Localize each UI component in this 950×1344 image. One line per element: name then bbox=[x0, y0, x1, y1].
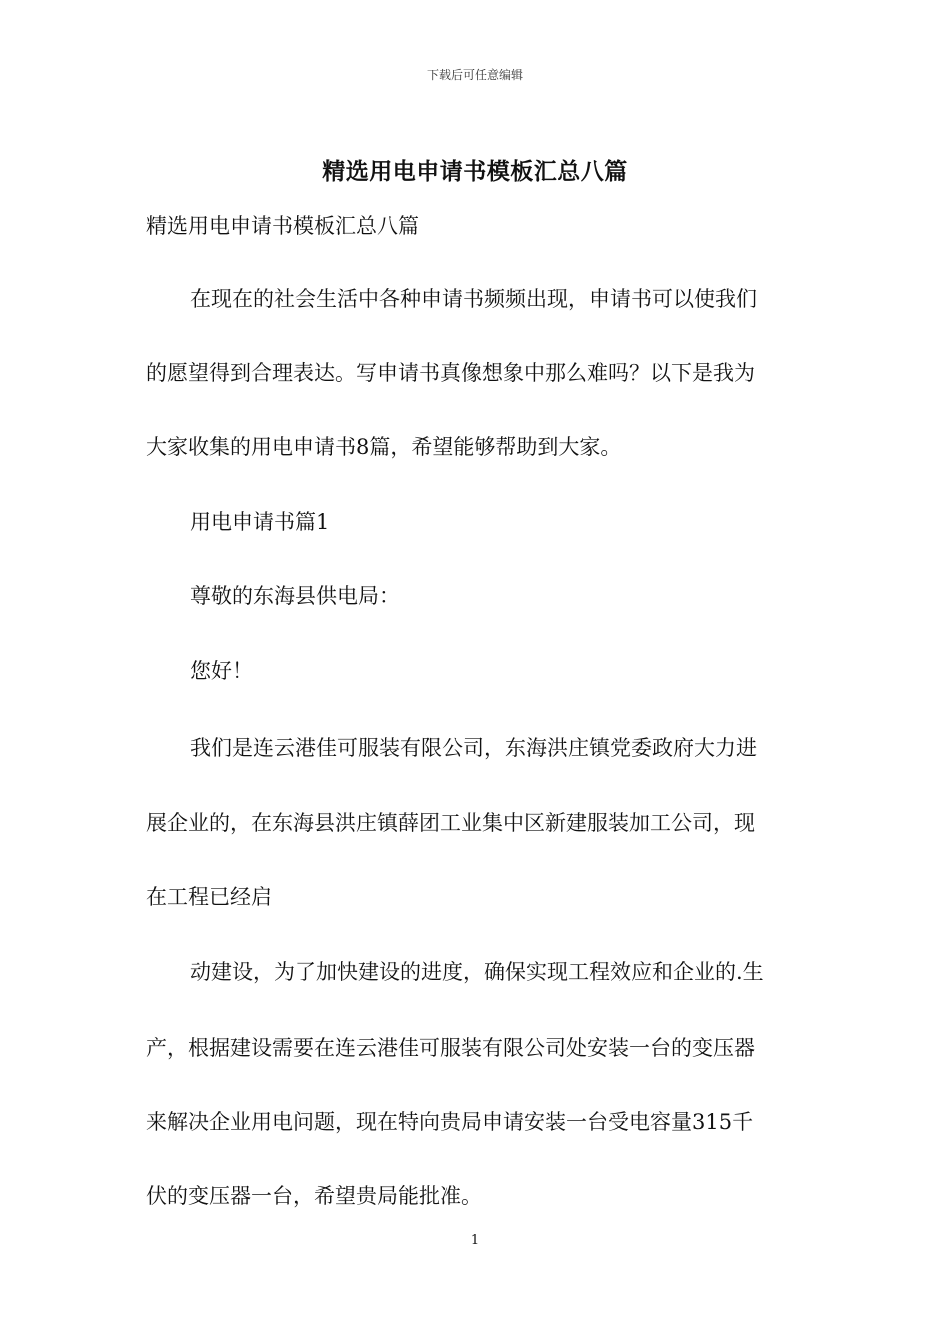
section-heading: 用电申请书篇1 bbox=[190, 510, 330, 534]
paragraph-line: 的愿望得到合理表达。写申请书真像想象中那么难吗？以下是我为 bbox=[146, 361, 755, 385]
paragraph-line: 展企业的，在东海县洪庄镇薛团工业集中区新建服装加工公司，现 bbox=[146, 811, 755, 835]
paragraph-line: 动建设，为了加快建设的进度，确保实现工程效应和企业的.生 bbox=[190, 960, 764, 984]
salutation: 尊敬的东海县供电局： bbox=[190, 584, 400, 608]
paragraph-line: 产，根据建设需要在连云港佳可服装有限公司处安装一台的变压器 bbox=[146, 1036, 755, 1060]
paragraph-line: 来解决企业用电问题，现在特向贵局申请安装一台受电容量315千 bbox=[146, 1110, 754, 1134]
paragraph-line: 大家收集的用电申请书8篇，希望能够帮助到大家。 bbox=[146, 435, 622, 459]
paragraph-line: 伏的变压器一台，希望贵局能批准。 bbox=[146, 1184, 482, 1208]
paragraph-line: 在现在的社会生活中各种申请书频频出现，申请书可以使我们 bbox=[190, 287, 757, 311]
header-note: 下载后可任意编辑 bbox=[426, 68, 523, 82]
subtitle-line: 精选用电申请书模板汇总八篇 bbox=[146, 214, 419, 238]
paragraph-line: 在工程已经启 bbox=[146, 885, 272, 909]
document-title: 精选用电申请书模板汇总八篇 bbox=[322, 158, 628, 185]
page-number: 1 bbox=[470, 1233, 480, 1248]
greeting: 您好！ bbox=[190, 659, 253, 683]
paragraph-line: 我们是连云港佳可服装有限公司，东海洪庄镇党委政府大力进 bbox=[190, 736, 757, 760]
